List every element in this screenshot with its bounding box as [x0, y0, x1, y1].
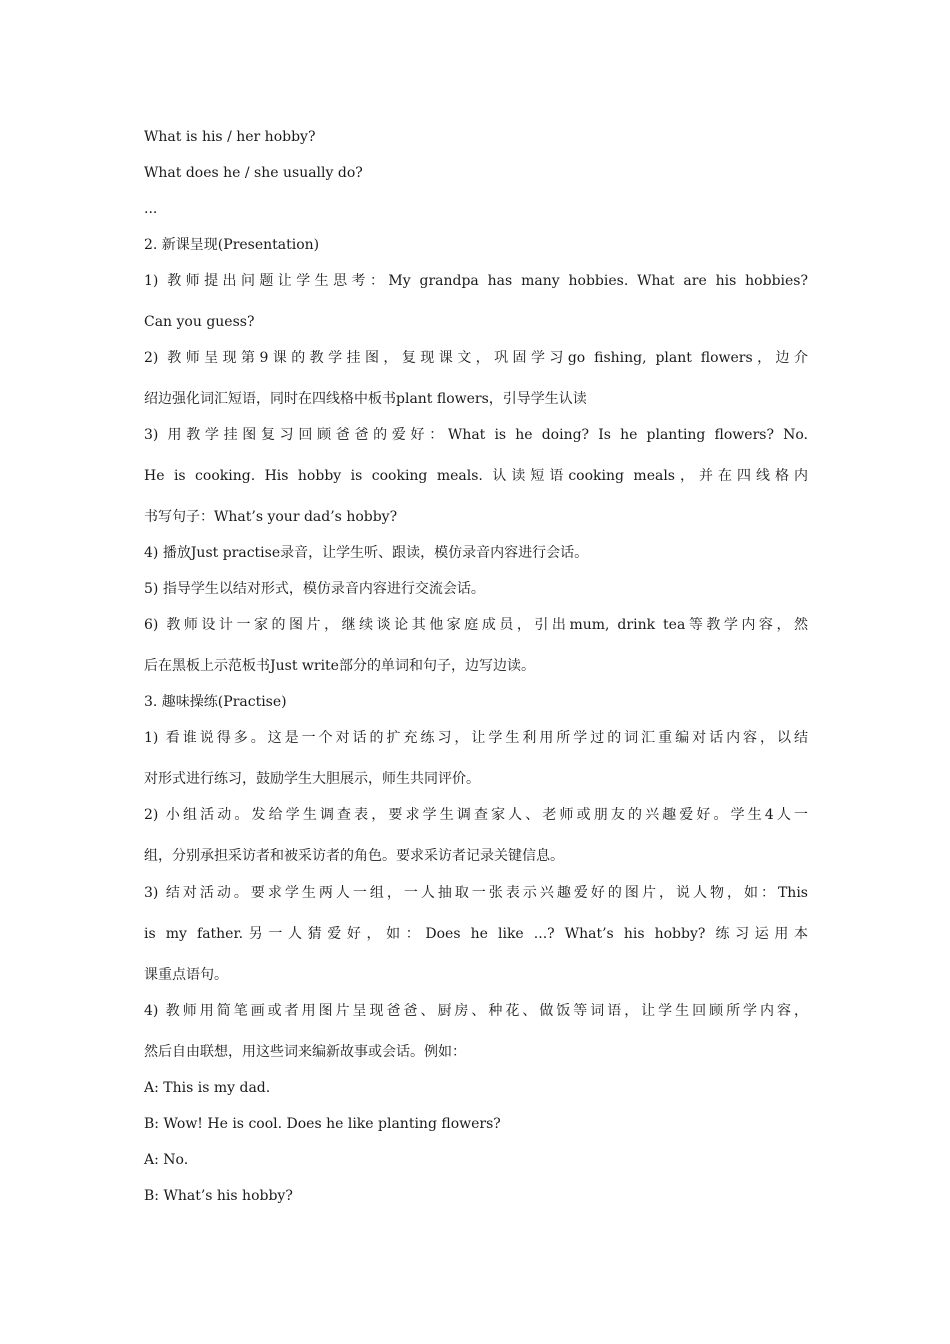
- text-line: What is his / her hobby?: [144, 129, 316, 145]
- text-line: ...: [144, 201, 158, 217]
- text-line: What does he / she usually do?: [144, 165, 363, 181]
- text-line: 然后自由联想，用这些词来编新故事或会话。例如：: [144, 1044, 466, 1060]
- text-line: 课重点语句。: [144, 967, 228, 983]
- text-line: He is cooking. His hobby is cooking meals. 认读短语cooking meals，并在四线格内: [144, 468, 808, 484]
- text-line: 5) 指导学生以结对形式，模仿录音内容进行交流会话。: [144, 581, 485, 597]
- text-line: 6) 教师设计一家的图片，继续谈论其他家庭成员，引出mum, drink tea等教学内容，然: [144, 617, 808, 633]
- dialogue-line: A: No.: [144, 1152, 189, 1168]
- text-line: 2) 小组活动。发给学生调查表，要求学生调查家人、老师或朋友的兴趣爱好。学生4人一: [144, 807, 808, 823]
- text-line: 后在黑板上示范板书Just write部分的单词和句子，边写边读。: [144, 658, 535, 674]
- dialogue-line: B: What’s his hobby?: [144, 1188, 293, 1204]
- text-line: 书写句子：What’s your dad’s hobby?: [144, 509, 398, 525]
- text-line: 对形式进行练习，鼓励学生大胆展示，师生共同评价。: [144, 771, 480, 787]
- dialogue-line: A: This is my dad.: [144, 1080, 271, 1096]
- text-line: 3) 结对活动。要求学生两人一组，一人抽取一张表示兴趣爱好的图片，说人物，如：This: [144, 885, 808, 901]
- dialogue-line: B: Wow! He is cool. Does he like planting flowers?: [144, 1116, 501, 1132]
- text-line: 组，分别承担采访者和被采访者的角色。要求采访者记录关键信息。: [144, 848, 564, 864]
- text-line: 3) 用教学挂图复习回顾爸爸的爱好：What is he doing? Is he planting flowers? No.: [144, 427, 808, 443]
- text-line: 4) 教师用简笔画或者用图片呈现爸爸、厨房、种花、做饭等词语，让学生回顾所学内容，: [144, 1003, 808, 1019]
- text-line: 1) 看谁说得多。这是一个对话的扩充练习，让学生利用所学过的词汇重编对话内容，以结: [144, 730, 808, 746]
- text-line: 4) 播放Just practise录音，让学生听、跟读，模仿录音内容进行会话。: [144, 545, 589, 561]
- text-line: 2) 教师呈现第9课的教学挂图，复现课文，巩固学习go fishing, plant flowers，边介: [144, 350, 808, 366]
- text-line: Can you guess?: [144, 314, 255, 330]
- section-heading: 3. 趣味操练(Practise): [144, 694, 287, 710]
- text-line: 绍边强化词汇短语，同时在四线格中板书plant flowers，引导学生认读: [144, 391, 587, 407]
- text-line: is my father.另一人猜爱好，如：Does he like ...? What’s his hobby? 练习运用本: [144, 926, 808, 942]
- section-heading: 2. 新课呈现(Presentation): [144, 237, 320, 253]
- text-line: 1) 教师提出问题让学生思考：My grandpa has many hobbies. What are his hobbies?: [144, 273, 808, 289]
